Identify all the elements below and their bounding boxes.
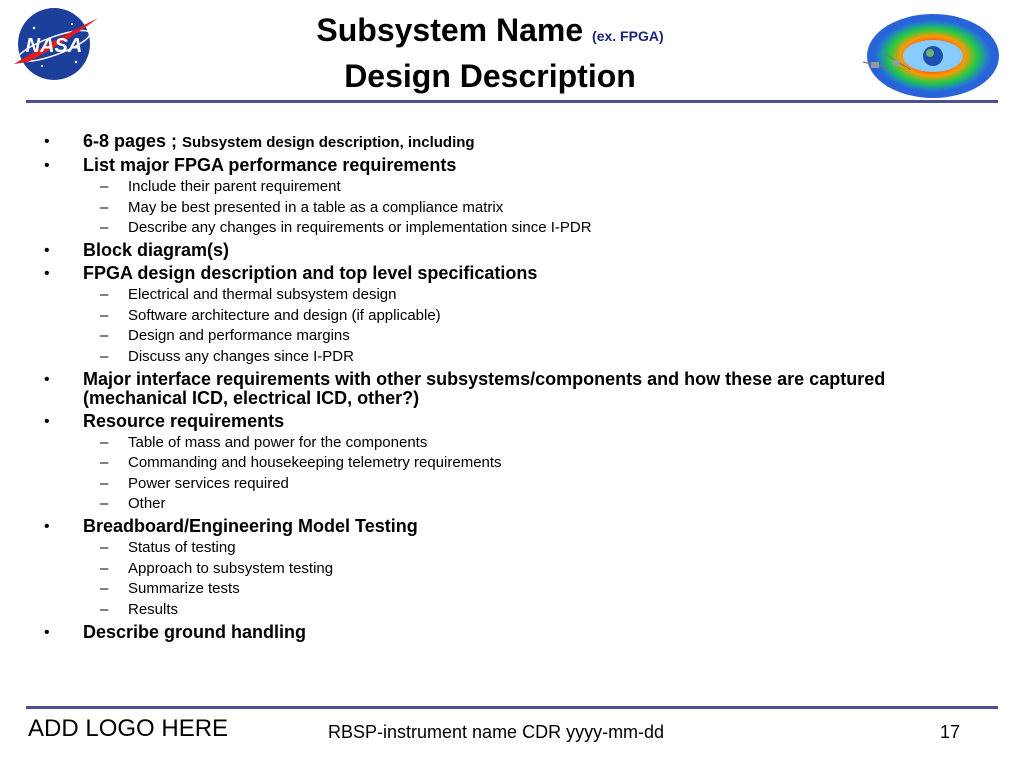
bullet-label-small: Subsystem design description, including (182, 134, 475, 151)
sub-list (83, 285, 940, 366)
bullet-item (40, 132, 940, 152)
sub-item: – Results (83, 600, 940, 619)
radiation-belts-graphic (855, 10, 1015, 102)
sub-item: – Electrical and thermal subsystem design (83, 285, 940, 304)
bullet-item (40, 623, 940, 642)
sub-item: – Software architecture and design (if applicable) (83, 306, 940, 325)
bullet-item (40, 370, 940, 408)
sub-item: – Design and performance margins (83, 326, 940, 345)
slide-title (180, 10, 800, 56)
sub-item: – Approach to subsystem testing (83, 559, 940, 578)
bullet-label: FPGA design description and top level specifications (83, 263, 538, 283)
sub-item: – Power services required (83, 474, 940, 493)
page-number: 17 (940, 722, 961, 742)
bullet-item (40, 241, 940, 260)
bullet-label: Describe ground handling (83, 621, 307, 642)
sub-list (83, 433, 940, 514)
bullet-label: Major interface requirements with other subsystems/components and how these are captured (mechanical ICD, electrical ICD, other?) (83, 368, 886, 408)
footer-text: RBSP-instrument name CDR yyyy-mm-dd (328, 722, 665, 742)
bullet-label: Resource requirements (83, 410, 285, 431)
sub-item: – Status of testing (83, 538, 940, 557)
nasa-logo (6, 4, 102, 84)
slide-subtitle: Design Description (344, 58, 636, 94)
sub-item: – Commanding and housekeeping telemetry requirements (83, 453, 940, 472)
bullet-label: 6-8 pages ; (83, 131, 183, 151)
sub-item: – Describe any changes in requirements or implementation since I-PDR (83, 218, 940, 237)
bullet-label: Block diagram(s) (83, 240, 230, 260)
footer-divider (26, 706, 998, 709)
header-divider (26, 100, 998, 103)
sub-item: – Discuss any changes since I-PDR (83, 347, 940, 366)
nasa-logo-text: NASA (25, 35, 83, 57)
bullet-item (40, 264, 940, 366)
bullet-item (40, 517, 940, 619)
footer-logo-placeholder: ADD LOGO HERE (28, 715, 229, 742)
sub-item: – Table of mass and power for the components (83, 433, 940, 452)
sub-item: – Other (83, 494, 940, 513)
title-text: Subsystem Name (316, 12, 584, 48)
sub-list (83, 177, 940, 237)
sub-item: – May be best presented in a table as a compliance matrix (83, 198, 940, 217)
bullet-item (40, 156, 940, 237)
title-example: (ex. FPGA) (592, 28, 664, 44)
sub-item: – Summarize tests (83, 579, 940, 598)
bullet-list (40, 128, 940, 642)
title-block (180, 10, 800, 96)
bullet-label: Breadboard/Engineering Model Testing (83, 516, 418, 536)
sub-item: – Include their parent requirement (83, 177, 940, 196)
bullet-item (40, 412, 940, 514)
bullet-label: List major FPGA performance requirements (83, 155, 457, 175)
sub-list (83, 538, 940, 619)
